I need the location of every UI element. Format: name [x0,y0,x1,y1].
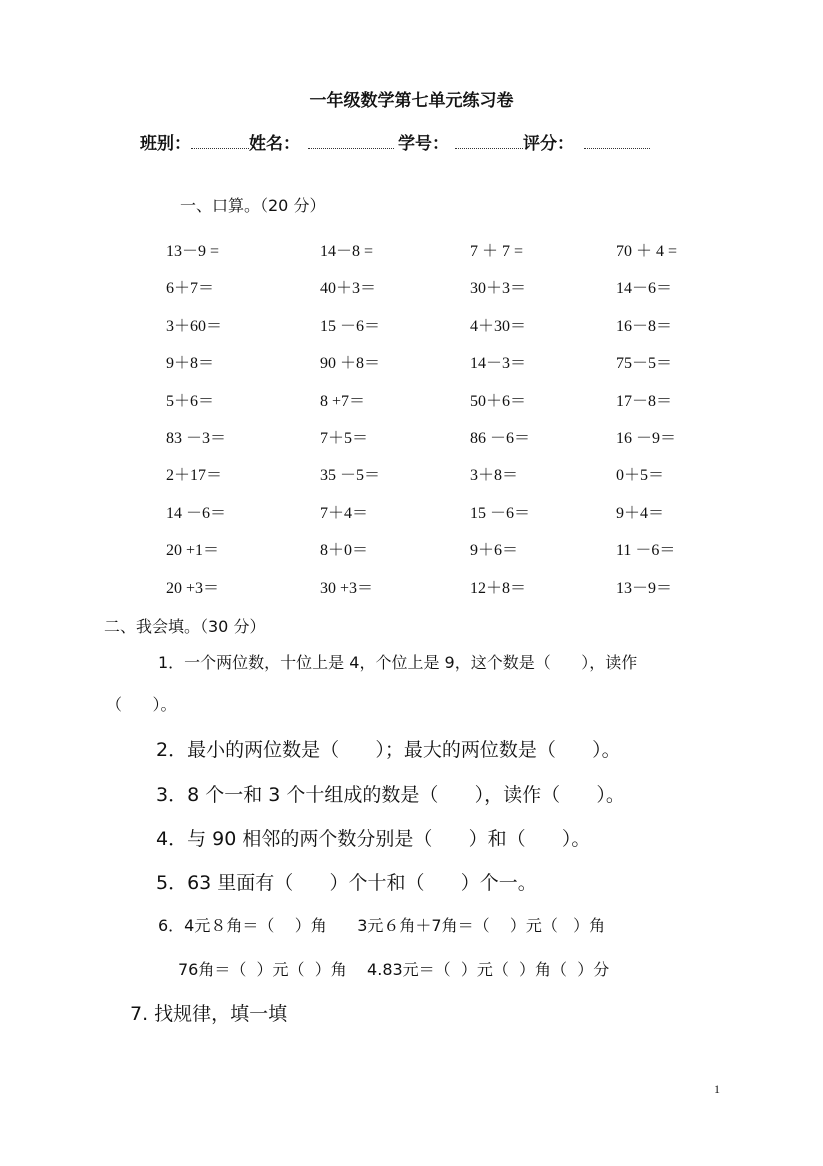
arithmetic-problem: 2＋17＝ [166,467,223,484]
arithmetic-problem: 20 +1＝ [166,542,220,559]
page-number: 1 [714,1082,720,1096]
question-6-line-1: 6．4元８角＝（ ）角 3元６角＋7角＝（ ）元（ ）角 [158,916,606,935]
arithmetic-problem: 16 －9＝ [616,430,677,447]
arithmetic-problem: 9＋8＝ [166,355,215,372]
question-1-line-1: 1．一个两位数，十位上是 4，个位上是 9，这个数是（ ），读作 [158,653,638,672]
arithmetic-problem: 3＋60＝ [166,318,223,335]
question-5: 5．63 里面有（ ）个十和（ ）个一。 [156,872,537,894]
arithmetic-problem: 6＋7＝ [166,280,215,297]
arithmetic-problem: 8＋0＝ [320,542,369,559]
arithmetic-problem: 4＋30＝ [470,318,527,335]
arithmetic-problem: 75－5＝ [616,355,673,372]
arithmetic-problem: 30＋3＝ [470,280,527,297]
name-blank [308,128,394,149]
section1-heading: 一、口算。（20 分） [180,196,326,215]
arithmetic-problem: 14－3＝ [470,355,527,372]
question-7: 7. 找规律，填一填 [130,1003,288,1025]
arithmetic-problem: 17－8＝ [616,393,673,410]
arithmetic-problem: 20 +3＝ [166,580,220,597]
arithmetic-problem: 3＋8＝ [470,467,519,484]
arithmetic-problem: 5＋6＝ [166,393,215,410]
arithmetic-problem: 40＋3＝ [320,280,377,297]
question-3: 3．8 个一和 3 个十组成的数是（ ），读作（ ）。 [156,784,625,806]
arithmetic-problem: 14－8 = [320,243,374,260]
arithmetic-problem: 83 －3＝ [166,430,227,447]
arithmetic-problem: 13－9 = [166,243,220,260]
question-1-line-2: （ ）。 [106,695,177,714]
student-info-row [140,128,700,154]
arithmetic-problem: 7＋5＝ [320,430,369,447]
arithmetic-problem: 14 －6＝ [166,505,227,522]
arithmetic-problem: 12＋8＝ [470,580,527,597]
arithmetic-problem: 50＋6＝ [470,393,527,410]
question-6-line-2: 76角＝（ ）元（ ）角 4.83元＝（ ）元（ ）角（ ）分 [178,960,610,979]
worksheet-title: 一年级数学第七单元练习卷 [309,91,514,111]
arithmetic-problem: 7＋4＝ [320,505,369,522]
class-blank [191,128,249,149]
section2-heading: 二、我会填。（30 分） [104,617,266,636]
question-4: 4．与 90 相邻的两个数分别是（ ）和（ ）。 [156,828,591,850]
score-blank [584,128,650,149]
arithmetic-problem: 86 －6＝ [470,430,531,447]
arithmetic-problem: 35 －5＝ [320,467,381,484]
arithmetic-problem: 15 －6＝ [470,505,531,522]
arithmetic-problem: 0＋5＝ [616,467,665,484]
arithmetic-problem: 9＋4＝ [616,505,665,522]
name-label: 姓名： [249,134,300,154]
student-id-label: 学号： [398,134,449,154]
class-label: 班别： [140,134,191,154]
arithmetic-problem: 14－6＝ [616,280,673,297]
arithmetic-problem: 15 －6＝ [320,318,381,335]
arithmetic-problem: 7 ＋ 7 = [470,243,524,260]
question-2: 2．最小的两位数是（ ）；最大的两位数是（ ）。 [156,739,621,761]
score-label: 评分： [523,134,574,154]
arithmetic-problem: 30 +3＝ [320,580,374,597]
arithmetic-problem: 9＋6＝ [470,542,519,559]
arithmetic-problem: 8 +7＝ [320,393,366,410]
student-id-blank [455,128,523,149]
arithmetic-problem: 16－8＝ [616,318,673,335]
arithmetic-problem: 90 ＋8＝ [320,355,381,372]
arithmetic-problem: 70 ＋ 4 = [616,243,678,260]
arithmetic-problem: 13－9＝ [616,580,673,597]
arithmetic-problem: 11 －6＝ [616,542,676,559]
